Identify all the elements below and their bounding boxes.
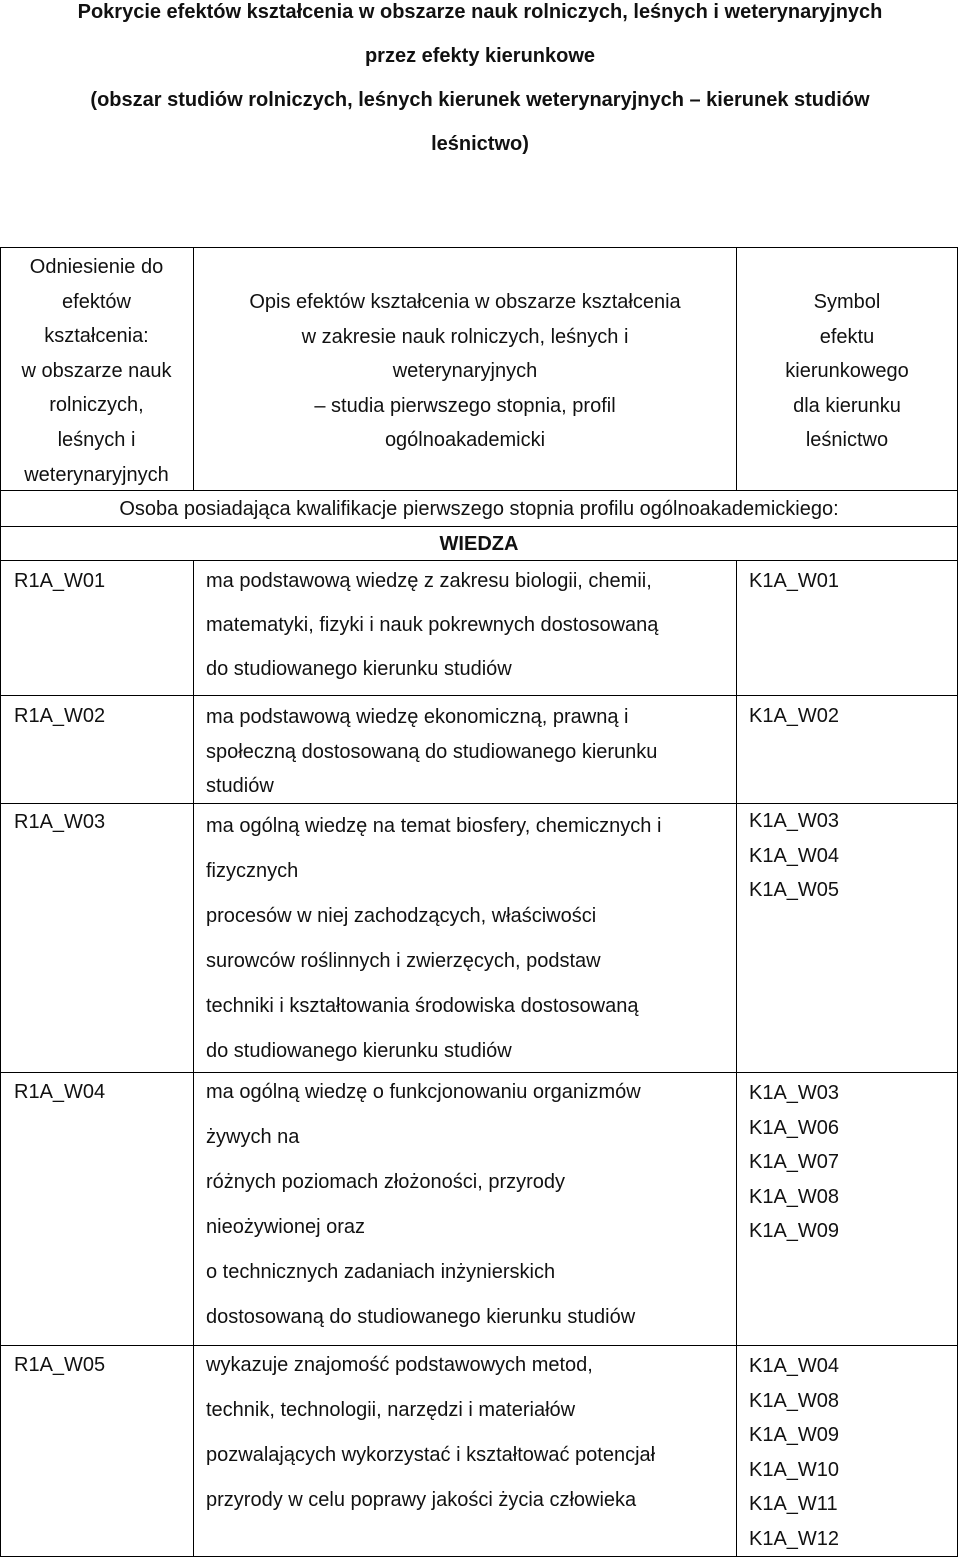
- row-symbols: [749, 1349, 839, 1557]
- row-description: [206, 1070, 641, 1340]
- row-code: R1A_W03: [14, 811, 106, 833]
- header-description-column: [194, 285, 736, 458]
- symbol-code: K1A_W03: [749, 810, 840, 832]
- header-col2-line: Opis efektów kształcenia w obszarze kształcenia: [249, 291, 681, 313]
- row-code: R1A_W01: [14, 570, 106, 592]
- section-heading: WIEDZA: [439, 533, 519, 555]
- header-col1-line: rolniczych,: [49, 394, 144, 417]
- header-symbol-column: [737, 285, 957, 458]
- description-line: o technicznych zadaniach inżynierskich: [206, 1261, 556, 1283]
- row-symbols: [749, 804, 839, 908]
- symbol-code: K1A_W08: [749, 1389, 840, 1412]
- header-col3-line: leśnictwo: [805, 429, 889, 452]
- description-line: fizycznych: [206, 860, 299, 882]
- description-line: ma ogólną wiedzę o funkcjonowaniu organizmów: [206, 1081, 641, 1103]
- description-line: surowców roślinnych i zwierzęcych, podstaw: [206, 950, 601, 972]
- description-line: studiów: [206, 775, 274, 798]
- symbol-code: K1A_W06: [749, 1116, 840, 1139]
- description-line: wykazuje znajomość podstawowych metod,: [206, 1354, 593, 1376]
- header-col1-line: w obszarze nauk: [21, 359, 172, 382]
- row-description: [206, 700, 657, 804]
- header-col1-line: weterynaryjnych: [24, 463, 169, 486]
- header-col1-line: kształcenia:: [44, 325, 149, 348]
- intro-divider: [0, 526, 958, 527]
- symbol-code: K1A_W09: [749, 1220, 840, 1243]
- symbol-code: K1A_W04: [749, 844, 840, 867]
- table-border-right: [957, 247, 958, 1557]
- symbol-code: K1A_W04: [749, 1355, 840, 1377]
- row-symbols: [749, 565, 839, 597]
- description-line: nieożywionej oraz: [206, 1216, 365, 1238]
- symbol-code: K1A_W11: [749, 1493, 838, 1516]
- col-divider-1-body: [193, 560, 194, 1557]
- header-col2-line: – studia pierwszego stopnia, profil: [314, 394, 616, 417]
- description-line: technik, technologii, narzędzi i materiałów: [206, 1399, 576, 1421]
- description-line: do studiowanego kierunku studiów: [206, 658, 512, 680]
- description-line: techniki i kształtowania środowiska dostosowaną: [206, 995, 639, 1017]
- row-description: [206, 804, 661, 1074]
- title-line-4: leśnictwo): [431, 133, 529, 155]
- header-col1-line: leśnych i: [57, 428, 136, 451]
- row-code: R1A_W02: [14, 705, 106, 727]
- header-reference-column: [0, 250, 193, 492]
- header-col2-line: ogólnoakademicki: [384, 429, 546, 452]
- row-symbols: [749, 1076, 839, 1249]
- header-col1-line: efektów: [62, 290, 131, 313]
- intro-text: Osoba posiadająca kwalifikacje pierwszego stopnia profilu ogólnoakademickiego:: [119, 498, 839, 520]
- description-line: ma podstawową wiedzę ekonomiczną, prawną i: [206, 706, 629, 728]
- symbol-code: K1A_W02: [749, 705, 840, 727]
- title-line-1: Pokrycie efektów kształcenia w obszarze nauk rolniczych, leśnych i weterynaryjnych: [77, 1, 883, 23]
- row-divider-1: [0, 695, 958, 696]
- col-divider-2-body: [736, 560, 737, 1557]
- header-col3-line: efektu: [819, 325, 875, 348]
- description-line: do studiowanego kierunku studiów: [206, 1040, 512, 1062]
- symbol-code: K1A_W07: [749, 1151, 840, 1174]
- description-line: ma podstawową wiedzę z zakresu biologii, chemii,: [206, 570, 652, 592]
- symbol-code: K1A_W01: [749, 570, 840, 592]
- description-line: ma ogólną wiedzę na temat biosfery, chemicznych i: [206, 815, 662, 837]
- header-col2-line: w zakresie nauk rolniczych, leśnych i: [301, 325, 629, 348]
- symbol-code: K1A_W12: [749, 1527, 840, 1550]
- symbol-code: K1A_W08: [749, 1185, 840, 1208]
- description-line: żywych na: [206, 1126, 300, 1148]
- table-border-top: [0, 247, 958, 248]
- row-description: [206, 565, 658, 685]
- header-col3-line: Symbol: [813, 291, 881, 313]
- description-line: matematyki, fizyki i nauk pokrewnych dostosowaną: [206, 614, 659, 636]
- row-code: R1A_W05: [14, 1354, 106, 1376]
- symbol-code: K1A_W03: [749, 1082, 840, 1104]
- description-line: dostosowaną do studiowanego kierunku studiów: [206, 1306, 636, 1328]
- symbol-code: K1A_W09: [749, 1424, 840, 1447]
- symbol-code: K1A_W10: [749, 1458, 840, 1481]
- title-line-2: przez efekty kierunkowe: [364, 45, 596, 67]
- header-col3-line: kierunkowego: [785, 360, 909, 383]
- row-symbols: [749, 700, 839, 732]
- symbol-code: K1A_W05: [749, 879, 840, 902]
- title-line-3: (obszar studiów rolniczych, leśnych kierunek weterynaryjnych – kierunek studiów: [90, 89, 870, 111]
- description-line: różnych poziomach złożoności, przyrody: [206, 1171, 566, 1193]
- description-line: pozwalających wykorzystać i kształtować potencjał: [206, 1444, 656, 1466]
- description-line: społeczną dostosowaną do studiowanego kierunku: [206, 740, 658, 763]
- section-divider: [0, 560, 958, 561]
- header-col3-line: dla kierunku: [793, 394, 901, 417]
- header-col1-line: Odniesienie do: [29, 256, 164, 278]
- header-col2-line: weterynaryjnych: [392, 360, 538, 383]
- row-description: [206, 1343, 655, 1523]
- description-line: przyrody w celu poprawy jakości życia człowieka: [206, 1489, 637, 1511]
- row-code: R1A_W04: [14, 1081, 106, 1103]
- description-line: procesów w niej zachodzących, właściwości: [206, 905, 597, 927]
